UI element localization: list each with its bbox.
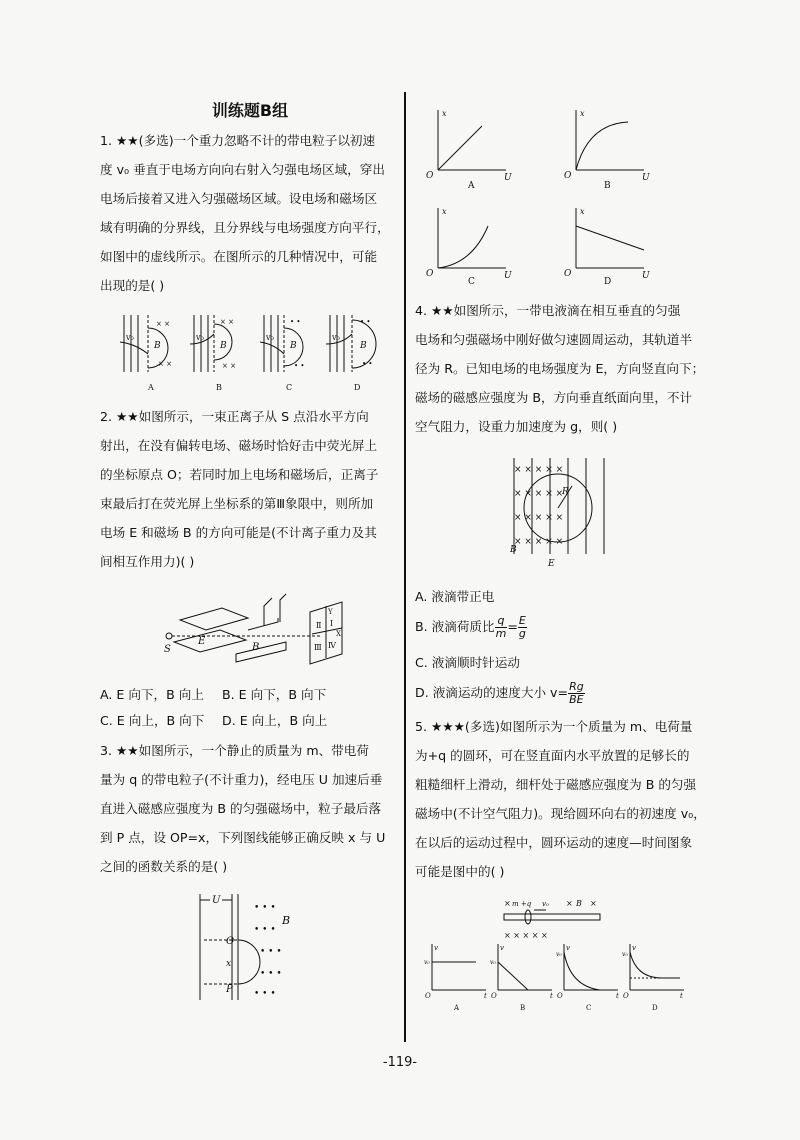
question-1 [100,126,400,300]
q5-graph-b [498,944,552,990]
q5-graph-label: D [652,1004,658,1012]
q1-line: 电场后接着又进入匀强磁场区域。设电场和磁场区 [100,191,378,206]
q1-line: 如图中的虚线所示。在图所示的几种情况中，可能 [100,249,378,264]
q1-fig-v0: v₀ [332,333,340,342]
q5-line: 为+q 的圆环，可在竖直面内水平放置的足够长的 [415,748,690,763]
svg-text:×: × [504,899,511,908]
q3-fig-o: O [226,936,235,947]
svg-text:• • •: • • • [254,925,276,935]
q4-option-c: C. 液滴顺时针运动 [415,655,520,670]
q3-graph-label: D [604,277,612,286]
q3-graph-label: C [468,277,475,286]
q3-fig-u: U [212,895,221,906]
page-number: -119- [382,1055,418,1070]
q2-line: 间相互作用力)( ) [100,554,195,569]
q1-line: 域有明确的分界线，且分界线与电场强度方向平行， [100,220,390,235]
q4-option-b-prefix: B. 液滴荷质比 [415,619,495,634]
svg-text:× ×: × × [222,362,236,370]
q5-graphs [424,940,684,1015]
q3-graph-origin: O [426,269,434,279]
q5-rod-figure [500,896,610,946]
q5-fig-v0: v₀ [542,900,549,908]
q4-option-b: B. 液滴荷质比 $\frac{q}{m}$ = $\frac{E}{g}$ [415,614,526,640]
svg-text:• •: • • [290,318,301,326]
svg-text:× ×: × × [220,318,234,326]
q3-line: 3. ★★如图所示，一个静止的质量为 m、带电荷 [100,743,369,758]
q2-line: 射出，在没有偏转电场、磁场时恰好击中荧光屏上 [100,438,378,453]
q5-line: 5. ★★★(多选)如图所示为一个质量为 m、电荷量 [415,719,693,734]
q2-fig-y: Y [328,608,333,616]
q3-fig-x: x [226,959,232,969]
svg-text:• •: • • [362,360,373,368]
q5-graph-label: A [454,1004,460,1012]
frac-den: BE [569,693,584,706]
q4-fig-e: E [548,559,555,568]
q3-graph-axis-u: U [642,271,650,281]
q5-graph-axis-t: t [616,992,619,1000]
q2-fig-x: X [336,630,341,638]
q3-graph-axis-u: U [504,271,512,281]
q1-fig-b: B [290,341,297,351]
svg-text:× ×: × × [156,320,170,328]
q3-graphs [424,106,660,286]
q3-graph-origin: O [564,171,572,181]
q2-fig-b: B [252,642,260,653]
q1-line: 出现的是( ) [100,278,165,293]
q3-graph-axis-u: U [642,173,650,183]
q3-graph-label: A [468,181,475,191]
svg-text:• • •: • • • [260,947,282,957]
section-title: 训练题B组 [211,101,289,120]
q3-graph-axis-x: x [580,207,585,216]
q1-fig-v0: v₀ [266,333,274,342]
q5-graph-axis-v: v [632,944,636,952]
q5-graph-c [564,944,618,990]
q5-line: 在以后的运动过程中，圆环运动的速度—时间图象 [415,835,693,850]
question-3 [100,736,400,881]
svg-text:×: × [566,899,573,908]
q1-panel-b [190,315,236,372]
q1-fig-b: B [360,341,367,351]
q2-fig-e: E [198,636,206,647]
q4-fig-r: R [562,487,569,497]
q5-graph-axis-t: t [680,992,683,1000]
q5-graph-axis-v: v [566,944,570,952]
svg-text:• • •: • • • [254,989,276,999]
q5-graph-axis-v: v [434,944,438,952]
q5-graph-v0: v₀ [424,959,430,966]
q3-graph-c [438,208,506,268]
q5-fig-b: B [576,899,582,908]
q4-line: 4. ★★如图所示，一带电液滴在相互垂直的匀强 [415,303,681,318]
q3-line: 量为 q 的带电粒子(不计重力)，经电压 U 加速后垂 [100,772,383,787]
q1-figure [118,310,390,395]
q4-line: 空气阻力，设重力加速度为 g，则( ) [415,419,618,434]
question-4 [415,296,720,441]
svg-text:× × × × ×: × × × × × [514,465,564,475]
q5-graph-v0: v₀ [622,951,628,958]
frac-num: E [518,614,526,627]
q3-graph-b [576,110,644,170]
svg-text:×: × [590,899,597,908]
q5-graph-d [630,944,684,990]
q2-line: 束最后打在荧光屏上坐标系的第Ⅲ象限中，则所加 [100,496,374,511]
q1-panel-a [120,315,172,372]
q4-option-b-rhs [518,615,527,640]
q5-graph-label: C [586,1004,592,1012]
svg-text:• •: • • [294,362,305,370]
q5-line: 可能是图中的( ) [415,864,505,879]
q5-graph-axis-v: v [500,944,504,952]
q2-option-c: C. E 向上，B 向下 [100,713,205,728]
q2-figure [160,588,360,668]
q1-panel-d [326,315,376,372]
q3-line: 到 P 点，设 OP=x，下列图线能够正确反映 x 与 U [100,830,386,845]
q5-graph-label: B [520,1004,526,1012]
q3-graph-origin: O [426,171,434,181]
q5-graph-origin: O [557,992,563,1000]
q4-option-a: A. 液滴带正电 [415,589,495,604]
q2-fig-quad-3: Ⅲ [314,643,322,652]
q3-fig-b: B [282,914,291,927]
q1-fig-label: A [148,383,154,392]
q2-line: 电场 E 和磁场 B 的方向可能是(不计离子重力及其 [100,525,377,540]
question-2 [100,402,400,576]
q4-line: 电场和匀强磁场中刚好做匀速圆周运动，其轨道半 [415,332,693,347]
q4-option-d-prefix: D. 液滴运动的速度大小 v= [415,685,569,700]
q5-graph-a [432,944,486,990]
q5-line: 粗糙细杆上滑动，细杆处于磁感应强度为 B 的匀强 [415,777,697,792]
q2-fig-s: S [164,644,171,655]
q4-line: 磁场的磁感应强度为 B，方向垂直纸面向里，不计 [415,390,693,405]
q3-graph-axis-x: x [580,109,585,118]
svg-text:• •: • • [360,318,371,326]
q5-graph-origin: O [623,992,629,1000]
q4-figure [496,454,616,568]
q5-graph-origin: O [425,992,431,1000]
q3-graph-a [438,110,506,170]
q1-fig-v0: v₀ [196,333,204,342]
q1-fig-b: B [220,341,227,351]
q4-option-b-lhs [495,615,508,640]
svg-text:× × × × ×: × × × × × [514,537,564,547]
q3-graph-d [576,208,644,268]
q3-graph-axis-x: x [442,207,447,216]
q1-panel-c [260,315,304,372]
q5-graph-v0: v₀ [490,959,496,966]
svg-text:• • •: • • • [254,903,276,913]
q5-graph-origin: O [491,992,497,1000]
q3-graph-axis-u: U [504,173,512,183]
svg-text:× × × × ×: × × × × × [514,489,564,499]
svg-text:• • •: • • • [260,969,282,979]
frac-den: g [518,627,526,640]
q5-line: 磁场中(不计空气阻力)。现给圆环向右的初速度 v₀， [415,806,706,821]
q2-fig-quad-2: Ⅱ [316,621,322,630]
column-divider [404,92,406,1042]
frac-num: q [495,615,508,628]
svg-text:× ×: × × [158,360,172,368]
svg-text:× × × × ×: × × × × × [514,513,564,523]
q4-option-d-frac [568,681,585,706]
q1-fig-label: B [216,383,222,392]
q1-fig-label: C [286,383,293,392]
q5-graph-v0: v₀ [556,951,562,958]
q3-fig-p: P [226,984,233,995]
q1-fig-label: D [354,383,361,392]
q4-option-d [415,678,585,707]
q1-line: 度 v₀ 垂直于电场方向向右射入匀强电场区域，穿出 [100,162,385,177]
q2-option-a: A. E 向下，B 向上 [100,687,204,702]
q3-graph-label: B [604,181,611,191]
q1-line: 1. ★★(多选)一个重力忽略不计的带电粒子以初速 [100,133,376,148]
q3-graph-axis-x: x [442,109,447,118]
q2-option-d: D. E 向上，B 向上 [222,713,328,728]
frac-den: m [495,627,507,640]
q2-line: 的坐标原点 O；若同时加上电场和磁场后，正离子 [100,467,379,482]
svg-text:× × × × ×: × × × × × [504,931,548,940]
question-5 [415,712,720,886]
frac-num: Rg [569,680,584,693]
q2-line: 2. ★★如图所示，一束正离子从 S 点沿水平方向 [100,409,369,424]
q5-fig-mq: m +q [512,900,532,908]
q4-fig-b: B [510,545,517,555]
q1-fig-b: B [154,341,161,351]
q2-option-b: B. E 向下，B 向下 [222,687,327,702]
q3-line: 直进入磁感应强度为 B 的匀强磁场中，粒子最后落 [100,801,382,816]
q3-figure [196,888,316,1002]
q5-graph-axis-t: t [550,992,553,1000]
q3-line: 之间的函数关系的是( ) [100,859,228,874]
q5-graph-axis-t: t [484,992,487,1000]
q3-graph-origin: O [564,269,572,279]
q1-fig-v0: v₀ [126,333,134,342]
q2-fig-quad-4: Ⅳ [328,641,336,650]
q4-line: 径为 R。已知电场的电场强度为 E，方向竖直向下； [415,361,705,376]
q2-fig-quad-1: Ⅰ [330,619,334,628]
